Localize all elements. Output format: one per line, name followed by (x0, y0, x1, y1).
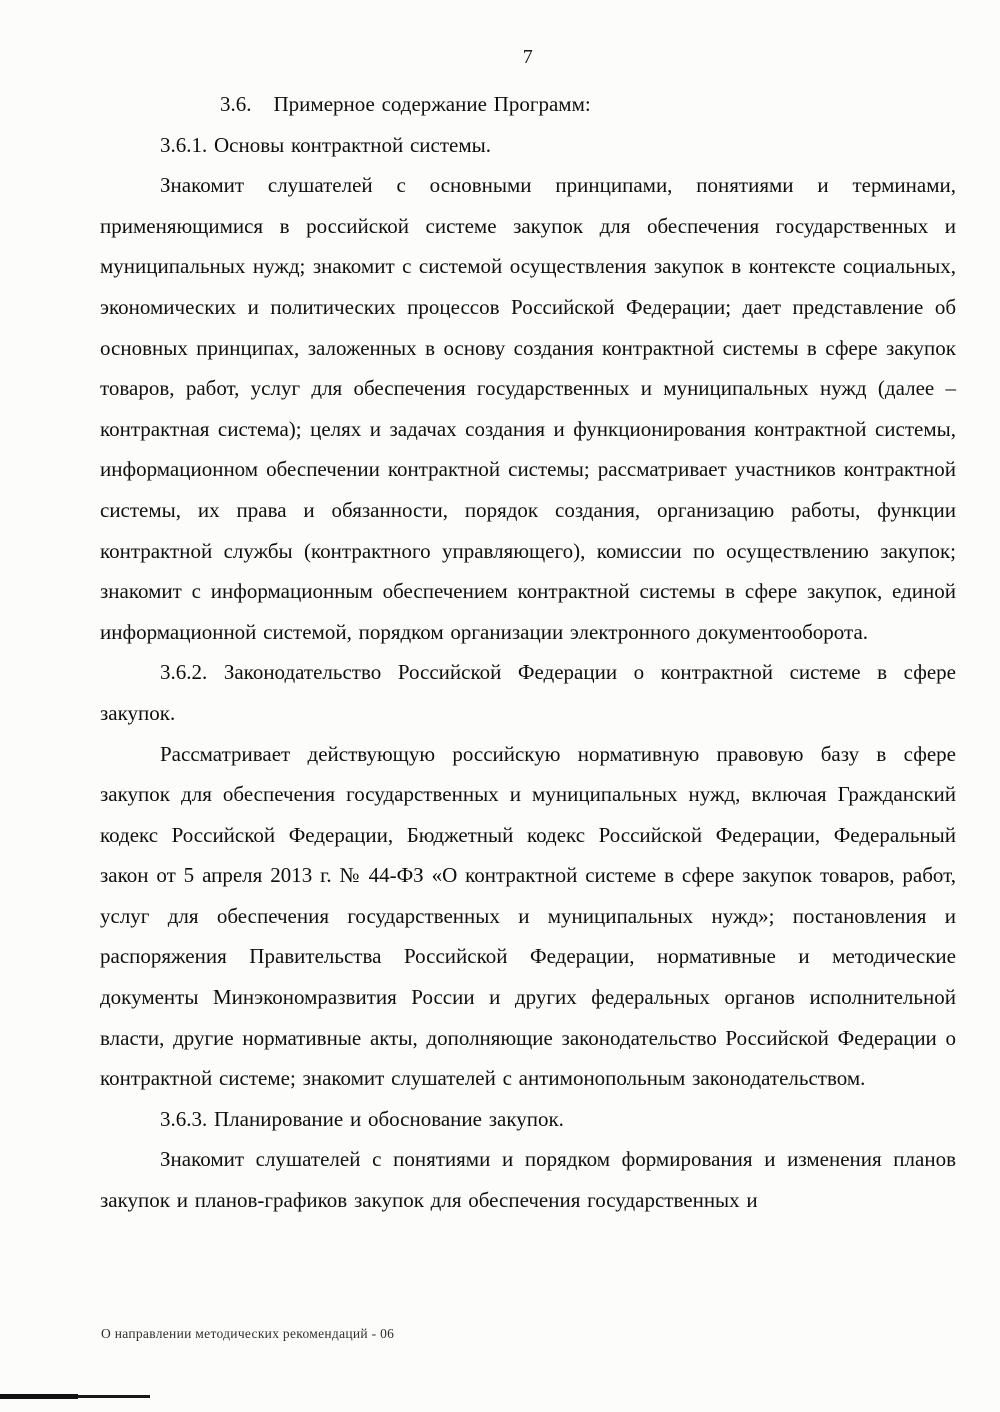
paragraph-legislation: Рассматривает действующую российскую нормативную правовую базу в сфере закупок для обеспечения государственных и муниципальных нужд, включая Гражданский кодекс Российской Федерации, Бюджетный кодекс Российской Федерации, Федеральный закон от 5 апреля 2013 г. № 44-ФЗ «О контрактной системе в сфере закупок товаров, работ, услуг для обеспечения государственных и муниципальных нужд»; постановления и распоряжения Правительства Российской Федерации, нормативные и методические документы Минэкономразвития России и других федеральных органов исполнительной власти, другие нормативные акты, дополняющие законодательство Российской Федерации о контрактной системе; знакомит слушателей с антимонопольным законодательством. (100, 741, 956, 1091)
paragraph-basics-of-contract-system: Знакомит слушателей с основными принципами, понятиями и терминами, применяющимися в российской системе закупок для обеспечения государственных и муниципальных нужд; знакомит с системой осуществления закупок в контексте социальных, экономических и политических процессов Российской Федерации; дает представление об основных принципах, заложенных в основу создания контрактной системы в сфере закупок товаров, работ, услуг для обеспечения государственных и муниципальных нужд (далее – контрактная система); целях и задачах создания и функционирования контрактной системы, информационном обеспечении контрактной системы; рассматривает участников контрактной системы, их права и обязанности, порядок создания, организацию работы, функции контрактной службы (контрактного управляющего), комиссии по осуществлению закупок; знакомит с информационным обеспечением контрактной системы в сфере закупок, единой информационной системой, порядком организации электронного документооборота. (100, 173, 956, 644)
section-number: 3.6. (220, 92, 252, 116)
section-heading-label: Примерное содержание Программ: (273, 92, 591, 116)
section-heading-3-6-1: 3.6.1. Основы контрактной системы. (160, 132, 491, 157)
page-number: 7 (522, 46, 534, 68)
section-heading-3-6-3: 3.6.3. Планирование и обоснование закупок. (160, 1106, 564, 1131)
footer-reference-note: О направлении методических рекомендаций - 06 (101, 1326, 395, 1341)
section-heading-3-6-2: 3.6.2. Законодательство Российской Федерации о контрактной системе в сфере закупок. (100, 660, 956, 725)
bottom-scan-artifact-line (0, 1395, 150, 1398)
document-body (100, 84, 956, 1221)
section-heading-3-6 (100, 84, 956, 125)
paragraph-planning: Знакомит слушателей с понятиями и порядком формирования и изменения планов закупок и планов-графиков закупок для обеспечения государственных и (100, 1147, 956, 1213)
